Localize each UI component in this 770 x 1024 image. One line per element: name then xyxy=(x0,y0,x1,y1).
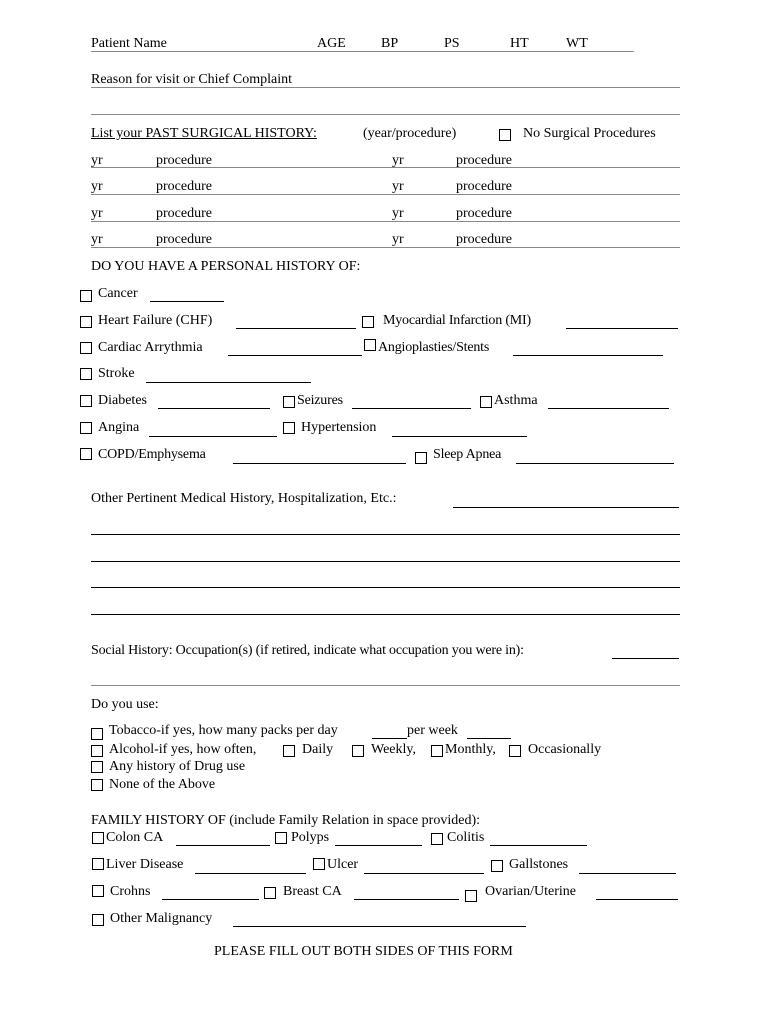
drug-label: Any history of Drug use xyxy=(109,759,246,774)
surg-procedure-label: procedure xyxy=(156,179,212,194)
arrythmia-label: Cardiac Arrythmia xyxy=(98,340,203,355)
per-week-label: per week xyxy=(407,723,458,738)
angina-label: Angina xyxy=(98,420,140,435)
surgery-line[interactable] xyxy=(91,247,680,248)
angioplasties-label: Angioplasties/Stents xyxy=(378,340,490,355)
surg-procedure-label: procedure xyxy=(156,153,212,168)
arrythmia-checkbox[interactable] xyxy=(80,342,92,354)
copd-checkbox[interactable] xyxy=(80,448,92,460)
drug-checkbox[interactable] xyxy=(91,761,103,773)
packs-per-day-field[interactable] xyxy=(372,738,407,739)
personal-history-title: DO YOU HAVE A PERSONAL HISTORY OF: xyxy=(91,259,361,274)
surgery-line[interactable] xyxy=(91,221,680,222)
breast-label: Breast CA xyxy=(283,884,342,899)
other-history-field[interactable] xyxy=(453,507,679,508)
stroke-label: Stroke xyxy=(98,366,135,381)
surgery-line[interactable] xyxy=(91,167,680,168)
stroke-field[interactable] xyxy=(146,382,311,383)
mi-checkbox[interactable] xyxy=(362,316,374,328)
surg-procedure-label: procedure xyxy=(456,206,512,221)
surg-procedure-label: procedure xyxy=(456,153,512,168)
crohns-label: Crohns xyxy=(110,884,151,899)
tobacco-label: Tobacco-if yes, how many packs per day xyxy=(109,723,338,738)
ulcer-field[interactable] xyxy=(364,873,484,874)
other-history-line[interactable] xyxy=(91,614,680,615)
other-history-line[interactable] xyxy=(91,587,680,588)
liver-checkbox[interactable] xyxy=(92,858,104,870)
diabetes-label: Diabetes xyxy=(98,393,147,408)
surg-yr-label: yr xyxy=(392,153,404,168)
none-label: None of the Above xyxy=(109,777,216,792)
heart-failure-checkbox[interactable] xyxy=(80,316,92,328)
surgical-title: List your PAST SURGICAL HISTORY: xyxy=(91,126,317,141)
none-checkbox[interactable] xyxy=(91,779,103,791)
age-label: AGE xyxy=(317,36,346,51)
colitis-field[interactable] xyxy=(490,845,587,846)
surg-yr-label: yr xyxy=(91,232,103,247)
hypertension-label: Hypertension xyxy=(301,420,377,435)
mi-field[interactable] xyxy=(566,328,678,329)
ovarian-label: Ovarian/Uterine xyxy=(485,884,576,899)
surg-yr-label: yr xyxy=(91,206,103,221)
angina-checkbox[interactable] xyxy=(80,422,92,434)
cancer-field[interactable] xyxy=(150,301,224,302)
gallstones-checkbox[interactable] xyxy=(491,860,503,872)
weekly-checkbox[interactable] xyxy=(352,745,364,757)
monthly-checkbox[interactable] xyxy=(431,745,443,757)
mi-label: Myocardial Infarction (MI) xyxy=(383,313,531,328)
ht-label: HT xyxy=(510,36,529,51)
other-malignancy-label: Other Malignancy xyxy=(110,911,213,926)
copd-field[interactable] xyxy=(233,463,406,464)
surg-yr-label: yr xyxy=(392,232,404,247)
angioplasties-field[interactable] xyxy=(513,355,663,356)
use-title: Do you use: xyxy=(91,697,159,712)
footer-note: PLEASE FILL OUT BOTH SIDES OF THIS FORM xyxy=(214,944,513,959)
other-history-line[interactable] xyxy=(91,534,680,535)
colitis-label: Colitis xyxy=(447,830,485,845)
crohns-field[interactable] xyxy=(162,899,259,900)
surgical-subtitle: (year/procedure) xyxy=(363,126,457,141)
gallstones-label: Gallstones xyxy=(509,857,569,872)
seizures-checkbox[interactable] xyxy=(283,396,295,408)
breast-checkbox[interactable] xyxy=(264,887,276,899)
polyps-checkbox[interactable] xyxy=(275,832,287,844)
alcohol-checkbox[interactable] xyxy=(91,745,103,757)
seizures-field[interactable] xyxy=(352,408,471,409)
colitis-checkbox[interactable] xyxy=(431,833,443,845)
stroke-checkbox[interactable] xyxy=(80,368,92,380)
arrythmia-field[interactable] xyxy=(228,355,362,356)
heart-failure-field[interactable] xyxy=(236,328,356,329)
alcohol-label: Alcohol-if yes, how often, xyxy=(109,742,257,757)
sleep-apnea-field[interactable] xyxy=(516,463,674,464)
seizures-label: Seizures xyxy=(297,393,343,408)
monthly-label: Monthly, xyxy=(445,742,496,757)
occupation-line[interactable] xyxy=(91,685,680,686)
ovarian-checkbox[interactable] xyxy=(465,890,477,902)
ovarian-field[interactable] xyxy=(596,899,678,900)
occasionally-label: Occasionally xyxy=(528,742,602,757)
heart-failure-label: Heart Failure (CHF) xyxy=(98,313,213,328)
cancer-label: Cancer xyxy=(98,286,138,301)
angioplasties-checkbox[interactable] xyxy=(364,339,376,351)
social-history-label: Social History: Occupation(s) (if retired, indicate what occupation you were in): xyxy=(91,643,524,658)
hypertension-field[interactable] xyxy=(392,436,527,437)
crohns-checkbox[interactable] xyxy=(92,885,104,897)
surgery-line[interactable] xyxy=(91,194,680,195)
surg-yr-label: yr xyxy=(91,153,103,168)
patient-name-label: Patient Name xyxy=(91,36,167,51)
colon-checkbox[interactable] xyxy=(92,832,104,844)
surg-procedure-label: procedure xyxy=(456,232,512,247)
polyps-label: Polyps xyxy=(291,830,330,845)
sleep-apnea-checkbox[interactable] xyxy=(415,452,427,464)
gallstones-field[interactable] xyxy=(579,873,676,874)
other-malignancy-checkbox[interactable] xyxy=(92,914,104,926)
diabetes-field[interactable] xyxy=(158,408,270,409)
daily-checkbox[interactable] xyxy=(283,745,295,757)
angina-field[interactable] xyxy=(149,436,277,437)
tobacco-checkbox[interactable] xyxy=(91,728,103,740)
colon-label: Colon CA xyxy=(106,830,164,845)
surg-yr-label: yr xyxy=(392,206,404,221)
liver-label: Liver Disease xyxy=(106,857,184,872)
ulcer-label: Ulcer xyxy=(327,857,359,872)
other-malignancy-field[interactable] xyxy=(233,926,526,927)
family-history-title: FAMILY HISTORY OF (include Family Relation in space provided): xyxy=(91,813,480,828)
copd-label: COPD/Emphysema xyxy=(98,447,206,462)
diabetes-checkbox[interactable] xyxy=(80,395,92,407)
packs-per-week-field[interactable] xyxy=(467,738,511,739)
reason-label: Reason for visit or Chief Complaint xyxy=(91,72,293,87)
surg-procedure-label: procedure xyxy=(156,232,212,247)
no-surgery-label: No Surgical Procedures xyxy=(523,126,656,141)
breast-field[interactable] xyxy=(354,899,459,900)
surg-yr-label: yr xyxy=(91,179,103,194)
colon-field[interactable] xyxy=(176,845,270,846)
liver-field[interactable] xyxy=(195,873,306,874)
hypertension-checkbox[interactable] xyxy=(283,422,295,434)
reason-field-2[interactable] xyxy=(91,114,680,115)
other-history-line[interactable] xyxy=(91,561,680,562)
reason-field[interactable] xyxy=(91,87,680,88)
ulcer-checkbox[interactable] xyxy=(313,858,325,870)
polyps-field[interactable] xyxy=(335,845,422,846)
occupation-field[interactable] xyxy=(612,658,679,659)
other-history-label: Other Pertinent Medical History, Hospitalization, Etc.: xyxy=(91,491,397,506)
occasionally-checkbox[interactable] xyxy=(509,745,521,757)
no-surgery-checkbox[interactable] xyxy=(499,129,511,141)
asthma-field[interactable] xyxy=(548,408,669,409)
asthma-checkbox[interactable] xyxy=(480,396,492,408)
bp-label: BP xyxy=(381,36,399,51)
sleep-apnea-label: Sleep Apnea xyxy=(433,447,502,462)
ps-label: PS xyxy=(444,36,460,51)
patient-info-field[interactable] xyxy=(91,51,634,52)
surg-yr-label: yr xyxy=(392,179,404,194)
cancer-checkbox[interactable] xyxy=(80,290,92,302)
weekly-label: Weekly, xyxy=(371,742,417,757)
asthma-label: Asthma xyxy=(494,393,538,408)
surg-procedure-label: procedure xyxy=(156,206,212,221)
surg-procedure-label: procedure xyxy=(456,179,512,194)
daily-label: Daily xyxy=(302,742,334,757)
wt-label: WT xyxy=(566,36,588,51)
